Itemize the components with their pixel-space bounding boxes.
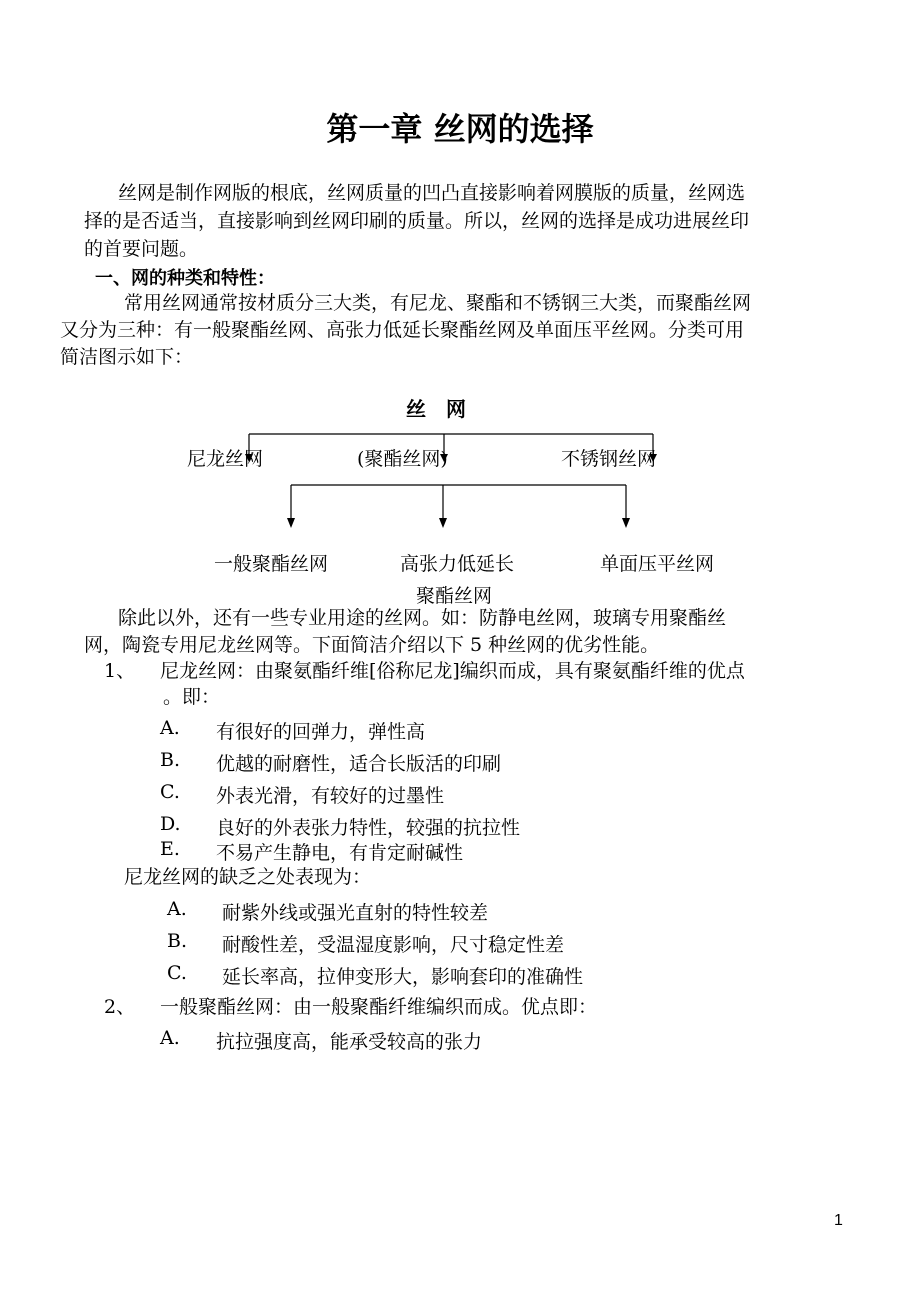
arrow-flat [622,518,630,528]
item2-number: 2、 [104,996,136,1018]
item1-drawback-a-label: A. [167,898,187,920]
item1-drawback-a-text: 耐紫外线或强光直射的特性较差 [222,902,489,924]
item2-adv-a-label: A. [160,1027,180,1049]
other-line-1: 除此以外，还有一些专业用途的丝网。如：防静电丝网，玻璃专用聚酯丝 [118,607,727,629]
item1-adv-a-text: 有很好的回弹力，弹性高 [216,721,426,743]
diagram-node-general: 一般聚酯丝网 [214,553,329,575]
diagram-node-steel: 不锈钢丝网 [561,448,657,470]
item1-adv-e-text: 不易产生静电，有肯定耐碱性 [216,842,464,864]
item1-adv-c-text: 外表光滑，有较好的过墨性 [216,785,445,807]
item2-line-1: 一般聚酯丝网：由一般聚酯纤维编织而成。优点即： [160,996,598,1018]
item1-line-1: 尼龙丝网：由聚氨酯纤维[俗称尼龙]编织而成，具有聚氨酯纤维的优点 [160,660,745,682]
diagram-node-polyester: (聚酯丝网) [357,448,448,470]
section-line-2: 又分为三种：有一般聚酯丝网、高张力低延长聚酯丝网及单面压平丝网。分类可用 [60,319,745,341]
diagram-node-nylon: 尼龙丝网 [187,448,264,470]
item1-line-2: 。即： [163,686,221,708]
diagram-root: 丝 网 [406,397,466,421]
item1-adv-b-label: B. [160,749,181,771]
intro-line-1: 丝网是制作网版的根底，丝网质量的凹凸直接影响着网膜版的质量，丝网选 [118,182,746,204]
classification-diagram-lines [0,0,920,620]
item1-drawback-c-text: 延长率高，拉伸变形大，影响套印的准确性 [222,966,584,988]
diagram-node-high-tension-line2: 聚酯丝网 [416,585,493,607]
item1-adv-a-label: A. [160,717,180,739]
item1-drawback-intro: 尼龙丝网的缺乏之处表现为： [124,866,372,888]
page-title: 第一章 丝网的选择 [326,110,594,148]
item1-drawback-b-label: B. [167,930,188,952]
other-line-2: 网，陶瓷专用尼龙丝网等。下面简洁介绍以下 5 种丝网的优劣性能。 [84,634,660,656]
arrow-general [287,518,295,528]
item1-adv-d-label: D. [160,813,181,835]
item2-adv-a-text: 抗拉强度高，能承受较高的张力 [216,1031,483,1053]
item1-adv-e-label: E. [160,838,180,860]
item1-drawback-c-label: C. [167,962,187,984]
section-line-1: 常用丝网通常按材质分三大类，有尼龙、聚酯和不锈钢三大类，而聚酯丝网 [124,292,752,314]
item1-adv-c-label: C. [160,781,180,803]
arrow-high-tension [439,518,447,528]
section-heading: 一、网的种类和特性： [95,268,275,289]
section-line-3: 简洁图示如下： [60,346,194,368]
item1-number: 1、 [104,660,136,682]
item1-adv-d-text: 良好的外表张力特性，较强的抗拉性 [216,817,521,839]
diagram-node-flat: 单面压平丝网 [600,553,715,575]
page-number: 1 [834,1212,843,1229]
intro-line-2: 择的是否适当，直接影响到丝网印刷的质量。所以，丝网的选择是成功进展丝印 [84,210,750,232]
intro-line-3: 的首要问题。 [84,238,199,260]
diagram-node-high-tension: 高张力低延长 [400,553,515,575]
item1-drawback-b-text: 耐酸性差，受温湿度影响，尺寸稳定性差 [222,934,565,956]
item1-adv-b-text: 优越的耐磨性，适合长版活的印刷 [216,753,502,775]
